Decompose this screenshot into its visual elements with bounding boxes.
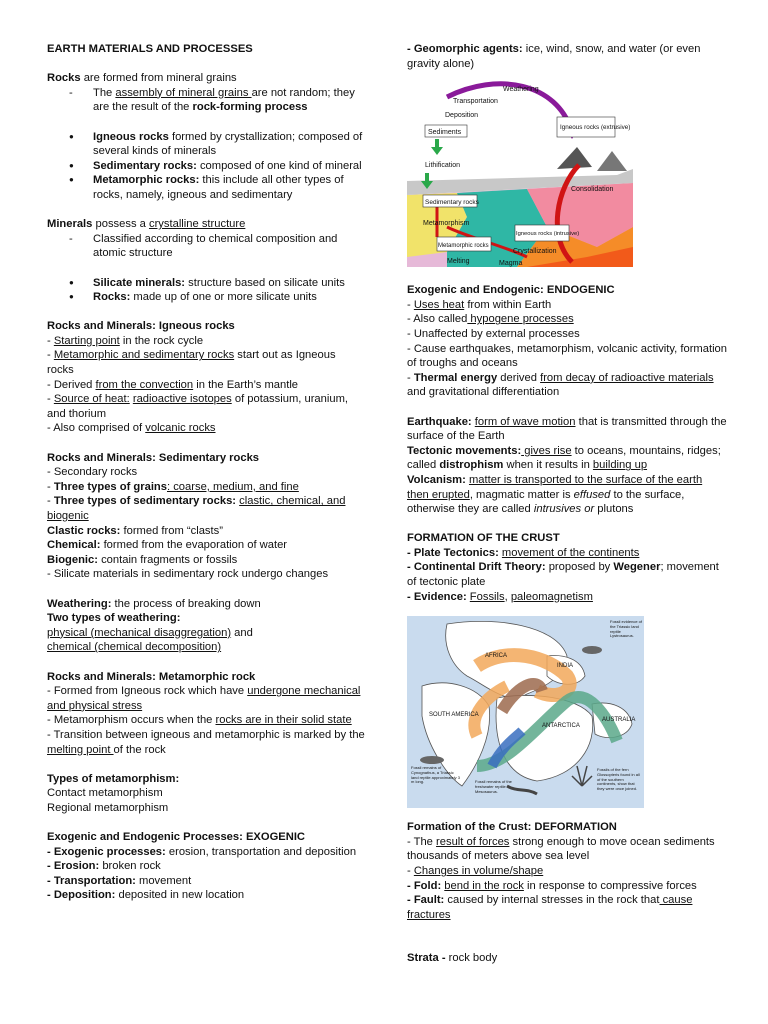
rock-cycle-label: Igneous rocks (intrusive) (516, 231, 580, 238)
weathering-physical: physical (mechanical disaggregation) and (47, 626, 253, 639)
rock-cycle-label: Igneous rocks (extrusive) (560, 124, 631, 132)
bullet-rocks: ● Rocks: made up of one or more silicate units (47, 290, 365, 305)
deformation-line: - Changes in volume/shape (407, 865, 544, 878)
cynognathus-icon (420, 756, 444, 764)
rock-cycle-label: Sediments (428, 129, 462, 137)
igneous-line: - Derived from the convection in the Earth’s mantle (47, 378, 299, 391)
earthquake-line: Earthquake: form of wave motion that is transmitted through the surface of the Earth (407, 415, 727, 443)
sedimentary-line: - Silicate materials in sedimentary rock undergo changes (47, 568, 329, 581)
igneous-line: - Also comprised of volcanic rocks (47, 422, 216, 435)
rock-cycle-figure (407, 77, 633, 267)
rock-cycle-label: Metamorphism (423, 220, 470, 228)
continent-label: ANTARCTICA (542, 723, 580, 730)
exogenic-line: - Deposition: deposited in new location (47, 889, 245, 902)
continent-label: INDIA (557, 663, 574, 670)
metamorphic-heading: Rocks and Minerals: Metamorphic rock (47, 670, 256, 683)
continent-label: AUSTRALIA (602, 717, 636, 724)
endogenic-line: - Thermal energy derived from decay of radioactive materials and gravitational differentiation (407, 371, 714, 399)
deformation-line: - The result of forces strong enough to move ocean sediments thousands of meters above sea level (407, 835, 715, 863)
types-metamorphism-heading: Types of metamorphism: (47, 772, 180, 785)
exogenic-heading: Exogenic and Endogenic Processes: EXOGENIC (47, 831, 306, 844)
strata-line: Strata - rock body (407, 952, 498, 965)
left-column (47, 42, 365, 903)
metamorphic-line: - Transition between igneous and metamorphic is marked by the melting point of the rock (47, 728, 365, 756)
endogenic-line: - Uses heat from within Earth (407, 298, 552, 311)
continent-label: AFRICA (485, 653, 508, 660)
rock-cycle-label: Lithification (425, 162, 461, 170)
geomorphic-agents: - Geomorphic agents: ice, wind, snow, and water (or even gravity alone) (407, 43, 701, 70)
sedimentary-line: - Secondary rocks (47, 466, 138, 479)
gondwana-map (407, 616, 644, 808)
rock-cycle-label: Crystallization (513, 248, 557, 256)
fossil-note: Fossils of the fern Glossopteris found in all of the southern continents, show that they were once joined. (597, 768, 640, 792)
deformation-line: - Fold: bend in the rock in response to compressive forces (407, 879, 697, 892)
metamorphism-type: Regional metamorphism (47, 801, 169, 814)
bullet-silicate: ● Silicate minerals: structure based on silicate units (47, 276, 365, 291)
weathering-line: Weathering: the process of breaking down (47, 597, 261, 610)
rock-cycle-label: Melting (447, 258, 470, 266)
weathering-chemical: chemical (chemical decomposition) (47, 641, 222, 654)
endogenic-heading: Exogenic and Endogenic: ENDOGENIC (407, 284, 615, 297)
rock-cycle-diagram (407, 77, 633, 267)
rock-cycle-label: Transportation (453, 98, 498, 106)
bullet-igneous: ● Igneous rocks formed by crystallization; composed of several kinds of minerals (47, 130, 365, 159)
exogenic-line: - Erosion: broken rock (47, 860, 161, 873)
metamorphic-line: - Metamorphism occurs when the rocks are in their solid state (47, 714, 352, 727)
igneous-line: - Source of heat: radioactive isotopes of potassium, uranium, and thorium (47, 393, 349, 420)
metamorphic-line: - Formed from Igneous rock which have undergone mechanical and physical stress (47, 685, 361, 712)
sedimentary-line: Biogenic: contain fragments or fossils (47, 553, 238, 566)
sedimentary-line: - Three types of sedimentary rocks: clastic, chemical, and biogenic (47, 495, 346, 522)
sedimentary-line: Chemical: formed from the evaporation of water (47, 539, 288, 552)
crust-line: - Evidence: Fossils, paleomagnetism (407, 590, 593, 603)
sedimentary-heading: Rocks and Minerals: Sedimentary rocks (47, 451, 260, 464)
exogenic-line: - Transportation: movement (47, 874, 192, 887)
right-column (407, 42, 727, 966)
continental-drift-figure (407, 616, 644, 808)
rocks-dash-item: - The assembly of mineral grains are not random; they are the result of the rock-forming process (47, 86, 365, 115)
sedimentary-line: Clastic rocks: formed from “clasts” (47, 524, 223, 537)
minerals-dash-item: - Classified according to chemical composition and atomic structure (47, 232, 365, 261)
endogenic-line: - Unaffected by external processes (407, 327, 580, 340)
sedimentary-line: - Three types of grains: coarse, medium, and fine (47, 480, 299, 493)
rock-cycle-label: Deposition (445, 112, 479, 120)
rock-cycle-label: Consolidation (571, 186, 614, 194)
rocks-intro: Rocks are formed from mineral grains (47, 72, 237, 85)
volcanism-line: Volcanism: matter is transported to the surface of the earth then erupted, magmatic matter is effused to the surface, otherwise they are called intrusives or plutons (407, 473, 703, 516)
deformation-line: - Fault: caused by internal stresses in the rock that cause fractures (407, 894, 693, 921)
endogenic-line: - Also called hypogene processes (407, 313, 574, 326)
igneous-line: - Metamorphic and sedimentary rocks start out as Igneous rocks (47, 349, 336, 377)
bullet-metamorphic: ● Metamorphic rocks: this include all other types of rocks, namely, igneous and sedimentary (47, 173, 365, 202)
continent-label: SOUTH AMERICA (429, 712, 479, 719)
rock-cycle-label: Metamorphic rocks (438, 243, 489, 250)
deformation-heading: Formation of the Crust: DEFORMATION (407, 821, 617, 834)
fossil-note: Fossil remains of Cynognathus, a Triassic land reptile approximately 3 m long. (411, 766, 460, 785)
crust-heading: FORMATION OF THE CRUST (407, 532, 560, 545)
minerals-intro: Minerals possess a crystalline structure (47, 218, 246, 231)
bullet-sedimentary: ● Sedimentary rocks: composed of one kind of mineral (47, 159, 365, 174)
tectonic-line: Tectonic movements: gives rise to oceans, mountains, ridges; called distrophism when it results in building up (407, 444, 721, 472)
crust-line: - Plate Tectonics: movement of the continents (407, 546, 640, 559)
endogenic-line: - Cause earthquakes, metamorphism, volcanic activity, formation of troughs and oceans (407, 342, 728, 370)
weathering-types: Two types of weathering: (47, 612, 181, 625)
metamorphism-type: Contact metamorphism (47, 787, 163, 800)
document-title: EARTH MATERIALS AND PROCESSES (47, 43, 253, 55)
fossil-note: Fossil remains of the freshwater reptile Mesosaurus. (475, 780, 512, 794)
crust-line: - Continental Drift Theory: proposed by Wegener; movement of tectonic plate (407, 561, 719, 589)
fossil-note: Fossil evidence of the Triassic land reptile Lystrosaurus. (610, 620, 643, 639)
exogenic-line: - Exogenic processes: erosion, transportation and deposition (47, 845, 357, 858)
igneous-heading: Rocks and Minerals: Igneous rocks (47, 320, 235, 333)
rock-cycle-label: Weathering (503, 86, 539, 94)
rock-cycle-label: Sedimentary rocks (425, 199, 479, 207)
lystrosaurus-icon (582, 646, 602, 654)
igneous-line: - Starting point in the rock cycle (47, 334, 204, 347)
rock-cycle-label: Magma (499, 260, 523, 268)
